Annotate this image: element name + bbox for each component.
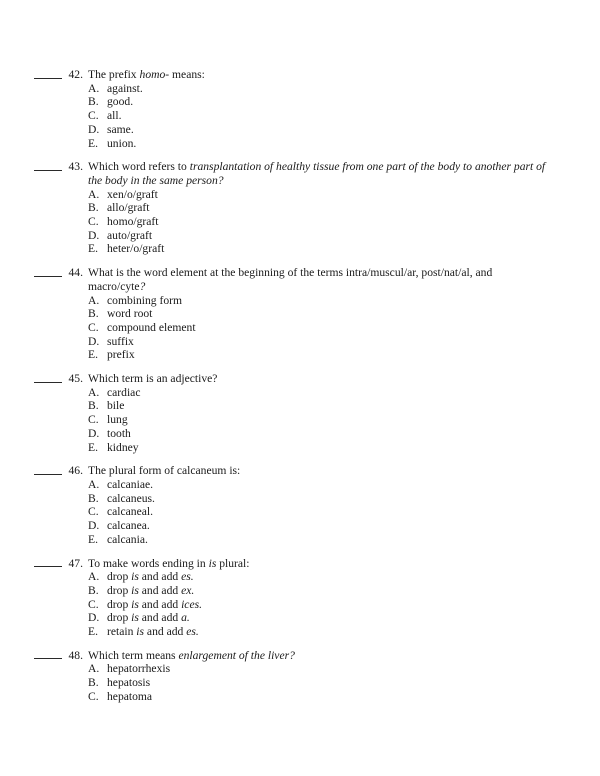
option-item[interactable] [88, 95, 546, 109]
option-item[interactable] [88, 188, 546, 202]
option-item[interactable] [88, 625, 546, 639]
question-number: 45. [68, 372, 83, 386]
option-text: hepatorrhexis [107, 662, 171, 676]
option-letter: A. [88, 187, 100, 201]
question-block [0, 649, 600, 704]
question-block [0, 464, 600, 546]
question-list [0, 68, 600, 704]
option-text: drop is and add ices. [107, 597, 203, 611]
option-letter: D. [88, 519, 100, 533]
option-letter: C. [88, 320, 99, 334]
answer-blank-line[interactable] [34, 276, 62, 277]
question-block [0, 266, 600, 362]
option-text: calcania. [107, 532, 148, 546]
option-list [34, 294, 546, 363]
option-text: calcanea. [107, 519, 150, 533]
option-text: lung [107, 413, 128, 427]
option-text: all. [107, 109, 122, 123]
option-item[interactable] [88, 427, 546, 441]
option-item[interactable] [88, 137, 546, 151]
question-header [34, 160, 546, 187]
question-number: 42. [68, 68, 83, 81]
option-text: compound element [107, 320, 196, 334]
option-text: calcaniae. [107, 477, 154, 491]
question-text: Which term is an adjective? [88, 372, 218, 386]
question-block [0, 557, 600, 639]
option-text: same. [107, 122, 134, 136]
option-letter: A. [88, 385, 100, 399]
option-letter: A. [88, 293, 100, 307]
option-item[interactable] [88, 662, 546, 676]
option-text: homo/graft [107, 215, 159, 229]
option-letter: B. [88, 201, 99, 215]
question-text: The prefix homo- means: [88, 68, 205, 81]
option-list [34, 386, 546, 455]
option-item[interactable] [88, 229, 546, 243]
option-letter: B. [88, 95, 99, 109]
option-letter: E. [88, 348, 98, 362]
answer-blank-line[interactable] [34, 382, 62, 383]
option-text: calcaneus. [107, 491, 155, 505]
option-list [34, 478, 546, 547]
option-letter: B. [88, 491, 99, 505]
option-letter: A. [88, 81, 100, 95]
option-letter: A. [88, 477, 100, 491]
option-item[interactable] [88, 201, 546, 215]
option-letter: E. [88, 625, 98, 639]
option-text: allo/graft [107, 201, 150, 215]
option-item[interactable] [88, 478, 546, 492]
option-text: retain is and add es. [107, 625, 199, 639]
option-letter: B. [88, 583, 99, 597]
option-letter: D. [88, 426, 100, 440]
option-letter: E. [88, 242, 98, 256]
question-text: The plural form of calcaneum is: [88, 464, 241, 478]
question-block [0, 68, 600, 150]
option-letter: D. [88, 334, 100, 348]
option-text: drop is and add ex. [107, 583, 195, 597]
question-block [0, 372, 600, 454]
option-text: hepatosis [107, 676, 151, 690]
option-letter: B. [88, 307, 99, 321]
option-text: suffix [107, 334, 134, 348]
option-item[interactable] [88, 109, 546, 123]
option-text: drop is and add a. [107, 611, 190, 625]
option-letter: E. [88, 136, 98, 150]
option-letter: A. [88, 662, 100, 676]
option-letter: C. [88, 413, 99, 427]
option-item[interactable] [88, 441, 546, 455]
answer-blank-line[interactable] [34, 658, 62, 659]
option-letter: E. [88, 532, 98, 546]
option-text: calcaneal. [107, 505, 154, 519]
option-list [34, 188, 546, 257]
option-list [34, 570, 546, 639]
option-letter: D. [88, 611, 100, 625]
question-text: What is the word element at the beginning of the terms intra/muscul/ar, post/nat/al, and macro/cyte? [88, 266, 493, 293]
option-letter: C. [88, 689, 99, 703]
option-item[interactable] [88, 570, 546, 584]
option-text: xen/o/graft [107, 187, 158, 201]
option-text: drop is and add es. [107, 570, 194, 584]
question-number: 47. [68, 556, 83, 570]
question-text: Which word refers to transplantation of healthy tissue from one part of the body to another part of the body in the same person? [88, 160, 546, 187]
option-item[interactable] [88, 335, 546, 349]
option-item[interactable] [88, 123, 546, 137]
question-number: 43. [68, 160, 83, 174]
answer-blank-line[interactable] [34, 78, 62, 79]
option-letter: C. [88, 597, 99, 611]
option-text: word root [107, 307, 153, 321]
question-header [34, 372, 546, 386]
option-item[interactable] [88, 307, 546, 321]
option-item[interactable] [88, 584, 546, 598]
question-block [0, 160, 600, 256]
option-item[interactable] [88, 519, 546, 533]
option-item[interactable] [88, 242, 546, 256]
option-text: auto/graft [107, 228, 153, 242]
option-item[interactable] [88, 533, 546, 547]
option-item[interactable] [88, 505, 546, 519]
question-header [34, 649, 546, 663]
question-text: To make words ending in is plural: [88, 556, 250, 570]
answer-blank-line[interactable] [34, 170, 62, 171]
question-header [34, 557, 546, 571]
option-letter: E. [88, 440, 98, 454]
answer-blank-line[interactable] [34, 566, 62, 567]
option-item[interactable] [88, 598, 546, 612]
option-letter: D. [88, 122, 100, 136]
option-item[interactable] [88, 215, 546, 229]
option-letter: C. [88, 109, 99, 123]
question-number: 46. [68, 464, 83, 478]
option-item[interactable] [88, 492, 546, 506]
option-item[interactable] [88, 386, 546, 400]
option-item[interactable] [88, 82, 546, 96]
option-item[interactable] [88, 611, 546, 625]
option-text: hepatoma [107, 689, 153, 703]
option-item[interactable] [88, 413, 546, 427]
answer-blank-line[interactable] [34, 474, 62, 475]
option-text: against. [107, 81, 143, 95]
option-text: bile [107, 399, 125, 413]
option-letter: D. [88, 228, 100, 242]
option-letter: C. [88, 505, 99, 519]
option-item[interactable] [88, 690, 546, 704]
option-text: union. [107, 136, 137, 150]
option-letter: B. [88, 399, 99, 413]
question-number: 48. [68, 648, 83, 662]
option-text: good. [107, 95, 134, 109]
option-text: prefix [107, 348, 135, 362]
option-letter: B. [88, 676, 99, 690]
option-item[interactable] [88, 348, 546, 362]
question-number: 44. [68, 266, 83, 280]
question-text: Which term means enlargement of the liver? [88, 648, 295, 662]
option-text: kidney [107, 440, 139, 454]
option-letter: C. [88, 215, 99, 229]
option-text: combining form [107, 293, 183, 307]
option-text: cardiac [107, 385, 141, 399]
option-letter: A. [88, 570, 100, 584]
option-list [34, 82, 546, 151]
question-header [34, 68, 546, 82]
question-header [34, 266, 546, 293]
option-list [34, 662, 546, 703]
option-text: heter/o/graft [107, 242, 165, 256]
question-header [34, 464, 546, 478]
option-text: tooth [107, 426, 131, 440]
option-item[interactable] [88, 399, 546, 413]
option-item[interactable] [88, 321, 546, 335]
option-item[interactable] [88, 294, 546, 308]
option-item[interactable] [88, 676, 546, 690]
